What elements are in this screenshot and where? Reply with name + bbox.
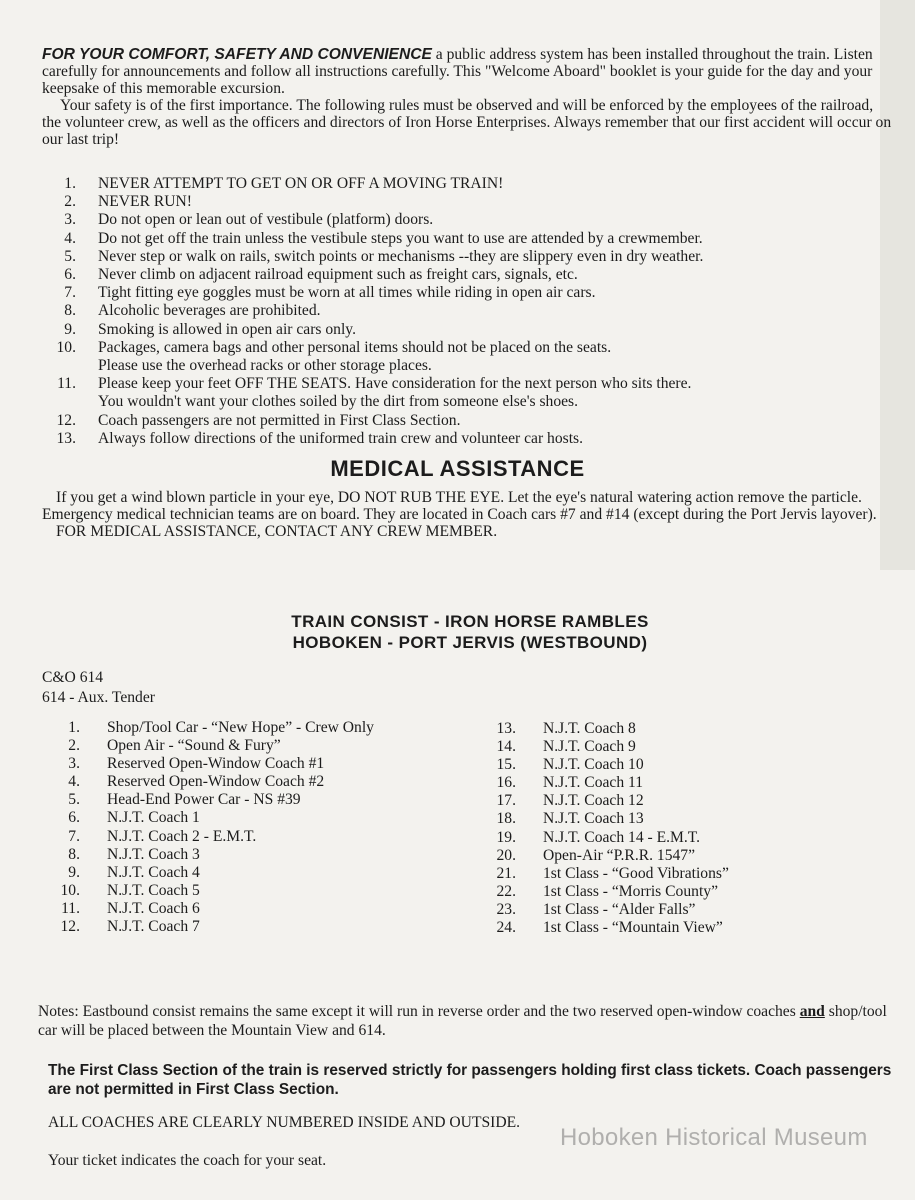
museum-watermark: Hoboken Historical Museum	[560, 1124, 868, 1151]
consist-car	[478, 865, 898, 883]
consist-car	[42, 828, 462, 846]
rule-number	[42, 211, 98, 229]
car-number: 2.	[68, 737, 80, 755]
car-number: 14.	[496, 738, 516, 756]
rule-text	[98, 321, 356, 339]
rule-text	[98, 339, 611, 375]
rule-item	[42, 230, 892, 248]
medical-body: If you get a wind blown particle in your eye, DO NOT RUB THE EYE. Let the eye's natural watering action remove the particle. Emergency medical technician teams are on board. They are located in Coach cars #7 and #14 (except during the Port Jervis layover).	[42, 489, 877, 523]
rule-line: Never step or walk on rails, switch points or mechanisms --they are slippery even in dry weather.	[98, 247, 704, 265]
car-name: 1st Class - “Mountain View”	[543, 919, 723, 937]
car-name: N.J.T. Coach 1	[107, 809, 200, 827]
rule-text	[98, 412, 461, 430]
car-name: Head-End Power Car - NS #39	[107, 791, 301, 809]
car-number: 22.	[496, 882, 516, 900]
consist-car	[42, 773, 462, 791]
rule-line: Smoking is allowed in open air cars only.	[98, 320, 356, 338]
rule-item	[42, 211, 892, 229]
medical-section	[42, 489, 892, 540]
rule-number	[42, 412, 98, 430]
rule-item	[42, 248, 892, 266]
rule-line: Tight fitting eye goggles must be worn at all times while riding in open air cars.	[98, 284, 596, 302]
consist-car	[478, 829, 898, 847]
rule-line: Alcoholic beverages are prohibited.	[98, 302, 321, 320]
car-name: 1st Class - “Good Vibrations”	[543, 864, 729, 882]
rule-number	[42, 248, 98, 266]
rule-number-text: 11.	[57, 375, 76, 393]
rule-text	[98, 248, 703, 266]
rule-text	[98, 284, 595, 302]
car-name: Reserved Open-Window Coach #1	[107, 755, 325, 773]
rule-number	[42, 230, 98, 248]
rule-text	[98, 230, 703, 248]
medical-title: MEDICAL ASSISTANCE	[330, 456, 585, 481]
car-name: N.J.T. Coach 7	[107, 918, 200, 936]
car-name: N.J.T. Coach 5	[107, 881, 200, 899]
car-number: 9.	[68, 863, 80, 881]
consist-car	[478, 810, 898, 828]
car-name: N.J.T. Coach 14 - E.M.T.	[543, 828, 701, 846]
car-number: 3.	[68, 755, 80, 773]
rule-text	[98, 266, 578, 284]
rule-number	[42, 175, 98, 193]
rule-line: Do not open or lean out of vestibule (platform) doors.	[98, 211, 434, 229]
car-name: Open Air - “Sound & Fury”	[107, 737, 281, 755]
consist-car	[42, 755, 462, 773]
car-number: 21.	[496, 864, 516, 882]
car-number: 4.	[68, 773, 80, 791]
consist-list-left	[42, 719, 462, 936]
rule-text	[98, 375, 691, 411]
intro-paragraph	[42, 46, 892, 97]
car-number: 12.	[60, 918, 80, 936]
car-number: 1.	[68, 719, 80, 736]
safety-paragraph: Your safety is of the first importance. The following rules must be observed and will be enforced by the employees of the railroad, the volunteer crew, as well as the officers and directors of Iron Horse Enterprises. Always remember that our first accident will occur on our last trip!	[42, 97, 892, 148]
car-name: N.J.T. Coach 12	[543, 792, 644, 810]
rule-number	[42, 430, 98, 448]
rule-item	[42, 412, 892, 430]
rule-number-text: 6.	[64, 266, 76, 284]
car-name: N.J.T. Coach 6	[107, 899, 200, 917]
medical-contact: FOR MEDICAL ASSISTANCE, CONTACT ANY CREW MEMBER.	[56, 523, 498, 540]
consist-car	[478, 919, 898, 937]
car-name: Open-Air “P.R.R. 1547”	[543, 846, 696, 864]
car-number: 17.	[496, 792, 516, 810]
consist-title	[0, 611, 915, 653]
rule-line: Always follow directions of the uniformed train crew and volunteer car hosts.	[98, 429, 583, 447]
rule-number	[42, 284, 98, 302]
car-number: 7.	[68, 827, 80, 845]
consist-car	[42, 809, 462, 827]
car-number: 16.	[496, 774, 516, 792]
rule-line: You wouldn't want your clothes soiled by the dirt from someone else's shoes.	[98, 393, 579, 411]
car-number: 5.	[68, 791, 80, 809]
rule-number-text: 4.	[64, 229, 76, 247]
car-number: 13.	[496, 720, 516, 737]
consist-car	[42, 846, 462, 864]
rule-number-text: 1.	[64, 175, 76, 192]
car-number: 19.	[496, 828, 516, 846]
rule-text	[98, 193, 192, 211]
tender-name: 614 - Aux. Tender	[42, 689, 155, 706]
car-name: Shop/Tool Car - “New Hope” - Crew Only	[107, 719, 374, 736]
rule-item	[42, 321, 892, 339]
rule-number-text: 5.	[64, 247, 76, 265]
safety-rules-list	[42, 175, 892, 448]
rule-number-text: 9.	[64, 320, 76, 338]
rule-number	[42, 193, 98, 211]
consist-car	[42, 882, 462, 900]
intro-lead: FOR YOUR COMFORT, SAFETY AND CONVENIENCE	[42, 46, 432, 63]
rule-line: NEVER ATTEMPT TO GET ON OR OFF A MOVING TRAIN!	[98, 175, 504, 192]
rule-number	[42, 339, 98, 375]
car-name: N.J.T. Coach 11	[543, 774, 644, 792]
car-name: 1st Class - “Morris County”	[543, 882, 718, 900]
consist-car	[478, 738, 898, 756]
car-name: Reserved Open-Window Coach #2	[107, 773, 325, 791]
car-number: 24.	[496, 919, 516, 937]
rule-number	[42, 375, 98, 411]
consist-car	[42, 864, 462, 882]
consist-car	[478, 720, 898, 738]
car-number: 15.	[496, 756, 516, 774]
notes-text-a: Notes: Eastbound consist remains the same except it will run in reverse order and the two reserved open-window coaches	[38, 1003, 800, 1020]
consist-car	[478, 774, 898, 792]
car-name: N.J.T. Coach 8	[543, 720, 636, 737]
rule-item	[42, 175, 892, 193]
rule-line: Never climb on adjacent railroad equipment such as freight cars, signals, etc.	[98, 266, 578, 284]
coach-numbering-notice: ALL COACHES ARE CLEARLY NUMBERED INSIDE AND OUTSIDE.	[48, 1114, 521, 1131]
consist-car	[478, 901, 898, 919]
consist-car	[42, 918, 462, 936]
consist-car	[478, 847, 898, 865]
rule-item	[42, 266, 892, 284]
rule-number-text: 8.	[64, 302, 76, 320]
rule-text	[98, 211, 433, 229]
car-number: 23.	[496, 900, 516, 918]
notes-section	[38, 1002, 888, 1040]
rule-item	[42, 375, 892, 411]
rule-number-text: 13.	[56, 429, 76, 447]
rule-item	[42, 339, 892, 375]
consist-car	[42, 791, 462, 809]
car-number: 8.	[68, 845, 80, 863]
car-name: 1st Class - “Alder Falls”	[543, 900, 696, 918]
consist-car	[478, 756, 898, 774]
rule-text	[98, 430, 583, 448]
rule-text	[98, 175, 503, 193]
car-number: 20.	[496, 846, 516, 864]
car-name: N.J.T. Coach 13	[543, 810, 644, 828]
rule-number-text: 10.	[56, 338, 76, 356]
rule-line: Please use the overhead racks or other storage places.	[98, 357, 432, 375]
rule-line: Please keep your feet OFF THE SEATS. Have consideration for the next person who sits there.	[98, 375, 692, 393]
rule-number	[42, 321, 98, 339]
notes-emphasis: and	[799, 1003, 825, 1020]
car-name: N.J.T. Coach 10	[543, 756, 644, 774]
first-class-notice: The First Class Section of the train is reserved strictly for passengers holding first class tickets. Coach passengers are not permitted in First Class Section.	[48, 1062, 892, 1098]
rule-number-text: 7.	[64, 284, 76, 302]
rule-number-text: 3.	[64, 211, 76, 229]
consist-car	[42, 900, 462, 918]
rule-item	[42, 284, 892, 302]
rule-line: Packages, camera bags and other personal items should not be placed on the seats.	[98, 338, 612, 356]
car-name: N.J.T. Coach 9	[543, 738, 636, 756]
ticket-notice: Your ticket indicates the coach for your seat.	[48, 1152, 327, 1169]
rule-number-text: 2.	[64, 193, 76, 211]
rule-number	[42, 266, 98, 284]
rule-line: Coach passengers are not permitted in First Class Section.	[98, 411, 461, 429]
rule-line: Do not get off the train unless the vestibule steps you want to use are attended by a crewmember.	[98, 229, 703, 247]
car-name: N.J.T. Coach 3	[107, 845, 200, 863]
rule-text	[98, 302, 321, 320]
rule-item	[42, 430, 892, 448]
notes-text-b: shop/tool car will be placed between the Mountain View and 614.	[38, 1003, 887, 1039]
car-number: 6.	[68, 809, 80, 827]
locomotive-info	[42, 668, 155, 708]
car-number: 18.	[496, 810, 516, 828]
consist-title-line2: HOBOKEN - PORT JERVIS (WESTBOUND)	[292, 633, 648, 652]
consist-car	[478, 883, 898, 901]
rule-number-text: 12.	[56, 411, 76, 429]
car-name: N.J.T. Coach 4	[107, 863, 200, 881]
consist-list-right	[478, 720, 898, 937]
rule-number	[42, 302, 98, 320]
consist-car	[478, 792, 898, 810]
intro-section	[42, 46, 892, 148]
consist-title-line1: TRAIN CONSIST - IRON HORSE RAMBLES	[291, 612, 649, 631]
car-name: N.J.T. Coach 2 - E.M.T.	[107, 827, 257, 845]
rule-item	[42, 193, 892, 211]
car-number: 11.	[61, 899, 80, 917]
consist-car	[42, 737, 462, 755]
locomotive-name: C&O 614	[42, 669, 104, 686]
rule-item	[42, 302, 892, 320]
intro-text: a public address system has been installed throughout the train. Listen carefully for announcements and follow all instructions carefully. This "Welcome Aboard" booklet is your guide for the day and your keepsake of this memorable excursion.	[42, 46, 873, 97]
rule-line: NEVER RUN!	[98, 193, 192, 211]
consist-car	[42, 719, 462, 737]
car-number: 10.	[60, 881, 80, 899]
